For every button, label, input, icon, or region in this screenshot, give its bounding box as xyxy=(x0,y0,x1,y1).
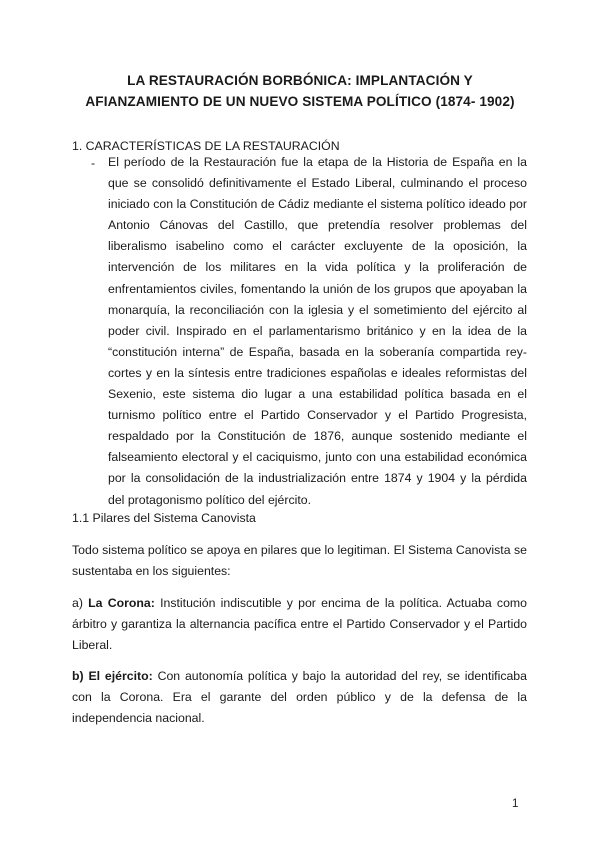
pillar-ejercito-paragraph xyxy=(72,666,527,730)
document-title-line-1: LA RESTAURACIÓN BORBÓNICA: IMPLANTACIÓN Y xyxy=(127,73,473,88)
subsection-heading: 1.1 Pilares del Sistema Canovista xyxy=(72,511,256,525)
section-heading: 1. CARACTERÍSTICAS DE LA RESTAURACIÓN xyxy=(72,139,340,153)
bullet-paragraph: El período de la Restauración fue la etapa de la Historia de España en la que se consolidó definitivamente el Estado Liberal, culminando el proceso iniciado con la Constitución de Cádiz mediante el sistema político ideado por Antonio Cánovas del Castillo, que pretendía resolver problemas del liberalismo isabelino como el carácter excluyente de la oposición, la intervención de los militares en la vida política y la proliferación de enfrentamientos civiles, fomentando la unión de los grupos que apoyaban la monarquía, la reconciliación con la iglesia y el sometimiento del ejército al poder civil. Inspirado en el parlamentarismo británico y en la idea de la “constitución interna” de España, basada en la soberanía compartida rey-cortes y en la síntesis entre tradiciones españolas e ideales reformistas del Sexenio, este sistema dio lugar a una estabilidad política basada en el turnismo político entre el Partido Conservador y el Partido Progresista, respaldado por la Constitución de 1876, aunque sostenido mediante el falseamiento electoral y el caciquismo, junto con una estabilidad económica por la consolidación de la industrialización entre 1874 y 1904 y la pérdida del protagonismo político del ejército. xyxy=(108,155,527,507)
pillar-a-prefix: a) xyxy=(72,596,89,610)
document-title xyxy=(60,70,540,112)
page-number: 1 xyxy=(512,798,519,810)
pillar-b-label: b) El ejército: xyxy=(72,669,153,683)
document-title-line-2: AFIANZAMIENTO DE UN NUEVO SISTEMA POLÍTICO (1874- 1902) xyxy=(85,94,515,109)
bullet-marker: - xyxy=(91,156,96,170)
pillar-a-label: La Corona: xyxy=(88,596,155,610)
intro-paragraph: Todo sistema político se apoya en pilares que lo legitiman. El Sistema Canovista se sustentaba en los siguientes: xyxy=(72,543,527,579)
pillar-a-text: Institución indiscutible y por encima de la política. Actuaba como árbitro y garantiza la alternancia pacífica entre el Partido Conservador y el Partido Liberal. xyxy=(72,596,527,653)
pillar-corona-paragraph xyxy=(72,593,527,657)
pillar-b-text: Con autonomía política y bajo la autoridad del rey, se identificaba con la Corona. Era el garante del orden público y de la defensa de la independencia nacional. xyxy=(72,669,527,726)
